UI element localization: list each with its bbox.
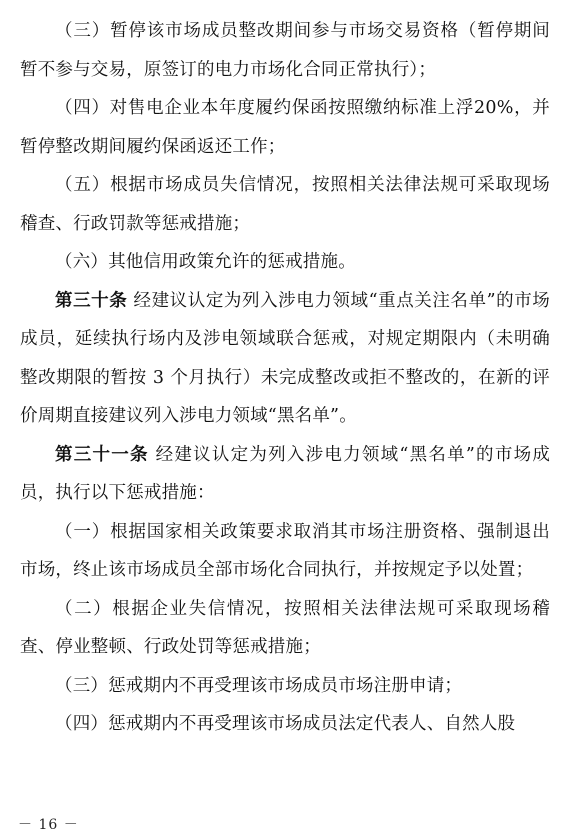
article-30 [20,282,550,436]
blacklist-item-3 [20,667,550,706]
measure-item-6 [20,243,550,282]
measure-item-4 [20,89,550,166]
paragraph-text: （四）对售电企业本年度履约保函按照缴纳标准上浮20%，并暂停整改期间履约保函返还工作； [20,98,550,157]
article-title: 第三十条 [55,290,128,311]
paragraph-text: （五）根据市场成员失信情况，按照相关法律法规可采取现场稽查、行政罚款等惩戒措施； [20,175,550,234]
measure-item-5 [20,166,550,243]
paragraph-text: （一）根据国家相关政策要求取消其市场注册资格、强制退出市场，终止该市场成员全部市场化合同执行，并按规定予以处置； [20,521,550,580]
blacklist-item-2 [20,590,550,667]
page-number: － 16 － [18,817,79,833]
article-31 [20,436,550,513]
blacklist-item-4 [20,705,550,744]
document-page [20,12,550,744]
article-text: 经建议认定为列入涉电力领域“黑名单”的市场成员，执行以下惩戒措施： [20,444,551,503]
paragraph-text: （三）惩戒期内不再受理该市场成员市场注册申请； [55,675,463,696]
paragraph-text: （二）根据企业失信情况，按照相关法律法规可采取现场稽查、停业整顿、行政处罚等惩戒措施； [20,598,550,657]
paragraph-text: （三）暂停该市场成员整改期间参与市场交易资格（暂停期间暂不参与交易，原签订的电力市场化合同正常执行）； [20,21,550,80]
article-text: 经建议认定为列入涉电力领域“重点关注名单”的市场成员，延续执行场内及涉电领域联合惩戒，对规定期限内（未明确整改期限的暂按 3 个月执行）未完成整改或拒不整改的，在新的评价周期直接建议列入涉电力领域“黑名单”。 [20,290,550,426]
paragraph-text: （六）其他信用政策允许的惩戒措施。 [55,252,356,272]
article-title: 第三十一条 [55,444,149,465]
blacklist-item-1 [20,513,550,590]
measure-item-3 [20,12,550,89]
paragraph-text: （四）惩戒期内不再受理该市场成员法定代表人、自然人股 [55,714,516,734]
